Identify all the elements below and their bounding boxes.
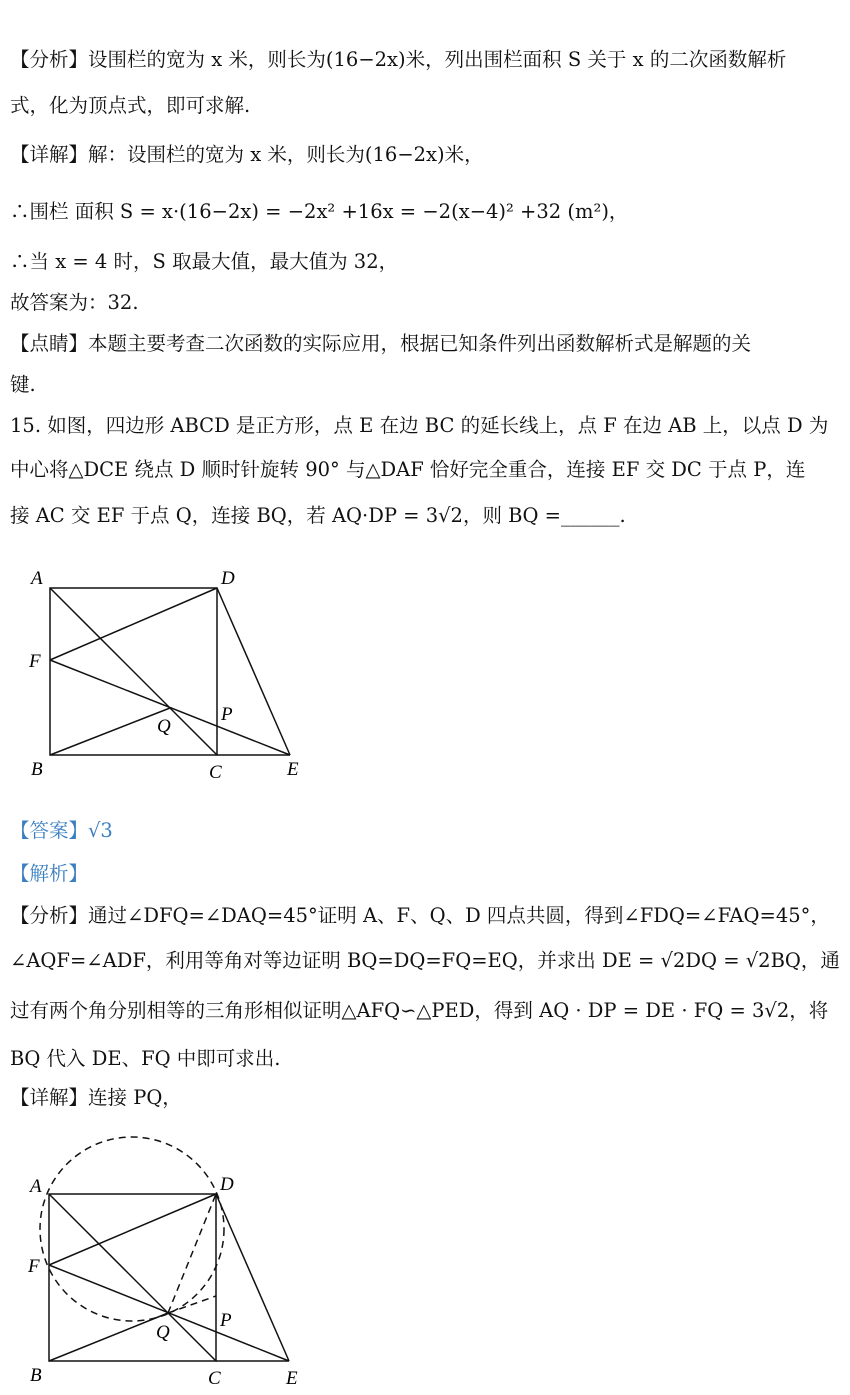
label-a-2: A [30, 1176, 42, 1197]
label-q: Q [157, 716, 171, 737]
problem-15-line-3: 接 AC 交 EF 于点 Q，连接 BQ，若 AQ·DP = 3√2，则 BQ =______. [10, 504, 626, 527]
analysis-15-line-1: 【分析】通过∠DFQ=∠DAQ=45°证明 A、F、Q、D 四点共圆，得到∠FDQ=∠FAQ=45°， [10, 904, 830, 927]
answer-result: 【答案】√3 [10, 819, 113, 842]
detail-15-line-1: 【详解】连接 PQ， [10, 1086, 182, 1109]
label-e: E [287, 759, 299, 780]
label-p: P [221, 704, 233, 725]
label-f: F [29, 651, 41, 672]
figure-circle-diagram [20, 1130, 330, 1390]
label-e-2: E [286, 1368, 298, 1389]
comment-line-2: 键. [10, 373, 36, 396]
problem-15-line-2: 中心将△DCE 绕点 D 顺时针旋转 90° 与△DAF 恰好完全重合，连接 EF 交 DC 于点 P，连 [10, 458, 806, 481]
label-p-2: P [220, 1310, 232, 1331]
analysis-heading: 【解析】 [10, 862, 89, 885]
label-d: D [221, 568, 235, 589]
label-c: C [209, 762, 222, 783]
label-d-2: D [220, 1174, 234, 1195]
solution-line-1: 【详解】解：设围栏的宽为 x 米，则长为(16−2x)米， [10, 143, 484, 166]
solution-area-formula: ∴围栏 面积 S = x·(16−2x) = −2x² +16x = −2(x−4)² +32 (m²)， [10, 200, 629, 223]
label-f-2: F [28, 1256, 40, 1277]
label-a: A [31, 568, 43, 589]
comment-line-1: 【点睛】本题主要考查二次函数的实际应用，根据已知条件列出函数解析式是解题的关 [10, 332, 752, 355]
analysis-15-line-2: ∠AQF=∠ADF，利用等角对等边证明 BQ=DQ=FQ=EQ，并求出 DE = √2DQ = √2BQ，通 [10, 949, 840, 972]
label-c-2: C [208, 1368, 221, 1389]
label-q-2: Q [156, 1322, 170, 1343]
label-b-2: B [30, 1365, 42, 1386]
analysis-15-line-3: 过有两个角分别相等的三角形相似证明△AFQ∽△PED，得到 AQ · DP = DE · FQ = 3√2，将 [10, 999, 829, 1022]
figure-square-diagram [25, 560, 315, 785]
solution-max-line: ∴当 x = 4 时，S 取最大值，最大值为 32， [10, 250, 399, 273]
problem-15-line-1: 15. 如图，四边形 ABCD 是正方形，点 E 在边 BC 的延长线上，点 F 在边 AB 上，以点 D 为 [10, 414, 829, 437]
label-b: B [31, 759, 43, 780]
answer-line: 故答案为：32. [10, 291, 139, 314]
analysis-line-1: 【分析】设围栏的宽为 x 米，则长为(16−2x)米，列出围栏面积 S 关于 x 的二次函数解析 [10, 48, 787, 71]
analysis-15-line-4: BQ 代入 DE、FQ 中即可求出. [10, 1047, 281, 1070]
analysis-line-2: 式，化为顶点式，即可求解. [10, 94, 251, 117]
